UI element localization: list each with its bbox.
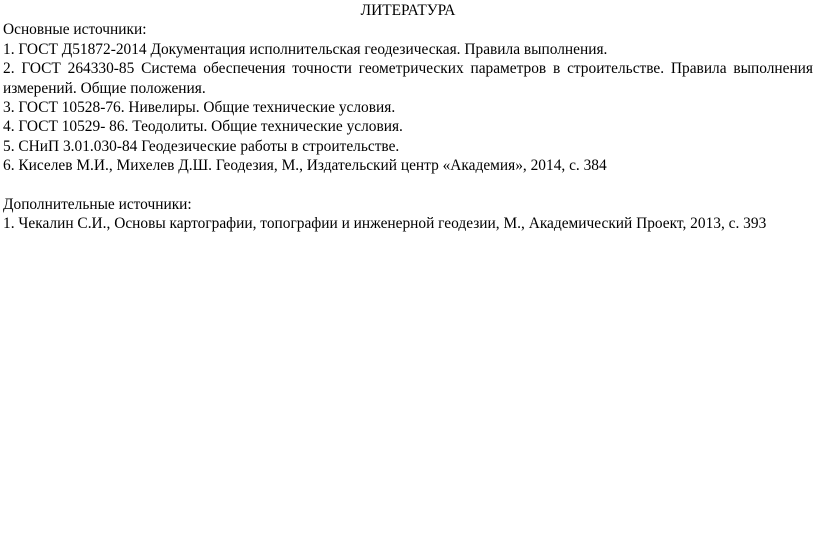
- main-sources-list: [3, 40, 813, 176]
- main-sources-heading: Основные источники:: [3, 21, 147, 39]
- additional-sources-list: [3, 214, 813, 233]
- main-source-item-5: 5. СНиП 3.01.030-84 Геодезические работы в строительстве.: [3, 137, 400, 155]
- main-source-item-1: 1. ГОСТ Д51872-2014 Документация исполнительская геодезическая. Правила выполнения.: [3, 40, 608, 58]
- main-source-item-6: 6. Киселев М.И., Михелев Д.Ш. Геодезия, М., Издательский центр «Академия», 2014, с. 384: [3, 157, 607, 175]
- additional-source-item-1: 1. Чекалин С.И., Основы картографии, топографии и инженерной геодезии, М., Академический Проект, 2013, с. 393: [3, 215, 767, 233]
- section-spacer: [3, 176, 813, 195]
- additional-sources-heading: Дополнительные источники:: [3, 196, 192, 214]
- main-source-item-2: 2. ГОСТ 264330-85 Система обеспечения точности геометрических параметров в строительстве. Правила выполнения измерений. Общие положения.: [3, 60, 813, 97]
- main-source-item-4: 4. ГОСТ 10529- 86. Теодолиты. Общие технические условия.: [3, 118, 403, 136]
- main-source-item-3: 3. ГОСТ 10528-76. Нивелиры. Общие технические условия.: [3, 99, 396, 117]
- document-title: ЛИТЕРАТУРА: [360, 2, 456, 19]
- document-page: [0, 0, 816, 234]
